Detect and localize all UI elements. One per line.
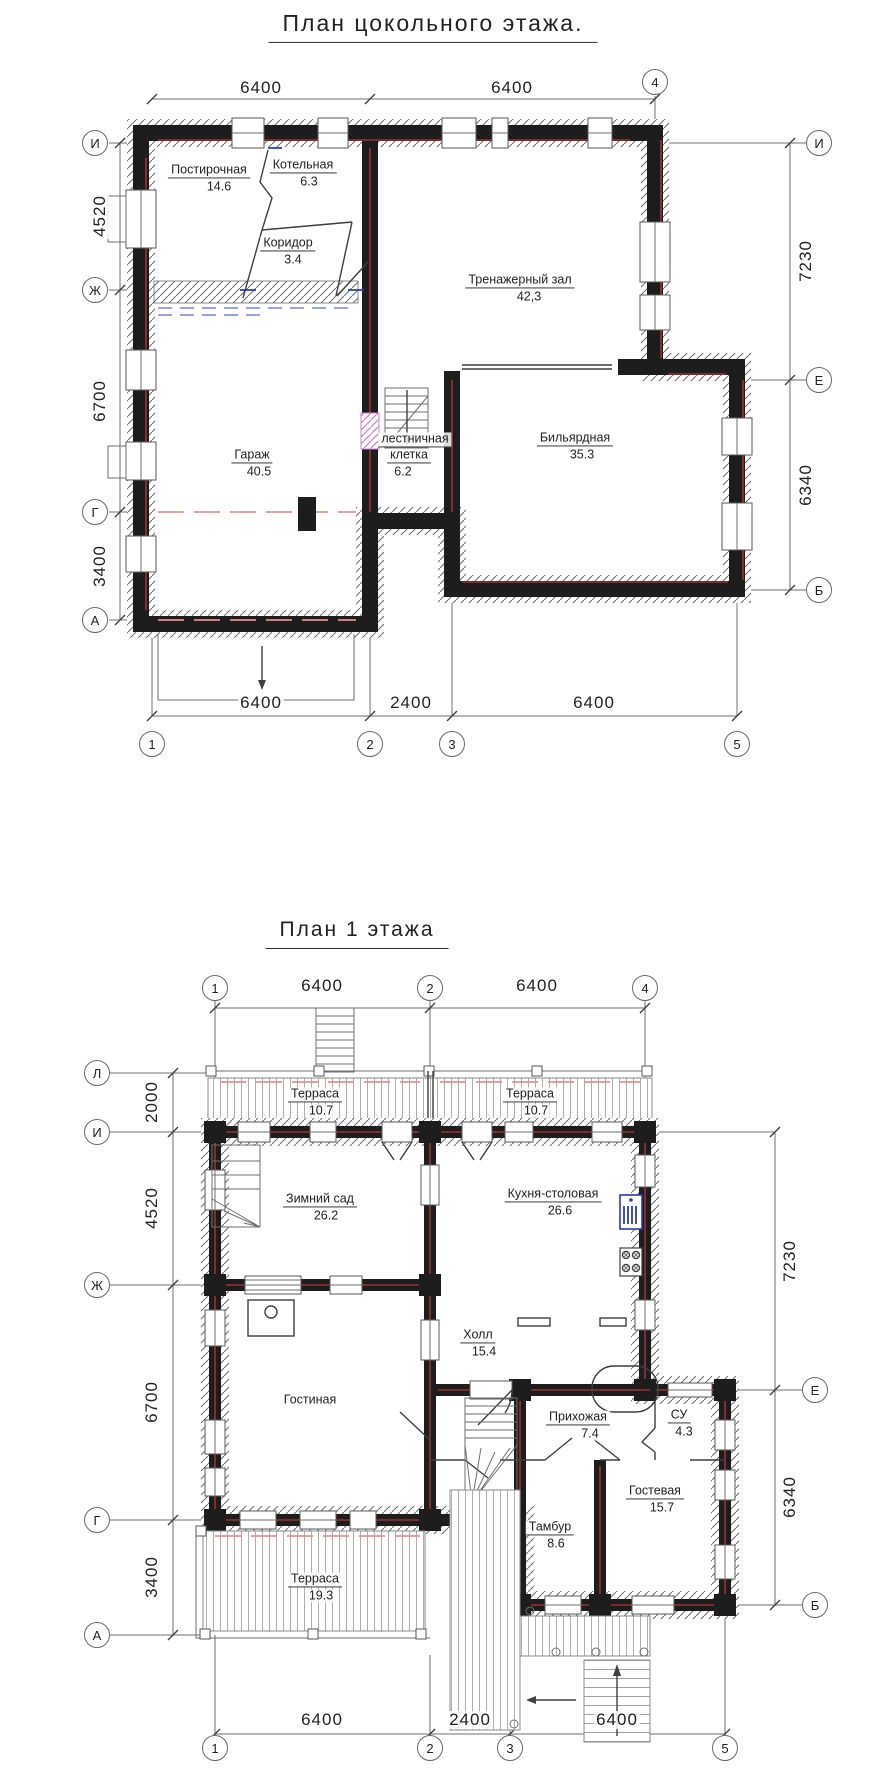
axis-bubble: Ж (82, 277, 108, 303)
hall-table (518, 1318, 550, 1326)
first-floor-plan (110, 1001, 802, 1742)
room-label: Коридор (260, 236, 315, 251)
corridor-slab-hatch (154, 281, 358, 303)
room-label: клетка (387, 448, 431, 463)
hall-cabinet (600, 1318, 626, 1326)
axis-bubble: И (84, 1119, 110, 1145)
axis-bubble: Е (806, 367, 832, 393)
axis-bubble: 5 (712, 1735, 738, 1761)
axis-bubble: 3 (439, 731, 465, 757)
dim: 6400 (491, 78, 533, 98)
top-terrace (206, 1066, 652, 1126)
first-floor-title: План 1 этажа (265, 919, 448, 949)
room-area: 3.4 (284, 252, 302, 267)
dim: 6400 (516, 976, 558, 996)
room-area: 42,3 (516, 289, 542, 304)
dim: 2400 (390, 693, 432, 713)
room-label: Постирочная (168, 163, 250, 178)
room-label: Гараж (231, 448, 272, 463)
dim: 3400 (142, 1556, 162, 1598)
axis-bubble: Е (802, 1377, 828, 1403)
dim: 7230 (796, 240, 816, 282)
dim: 6700 (142, 1381, 162, 1423)
room-area: 26.6 (547, 1203, 573, 1218)
room-area: 4.3 (675, 1424, 693, 1439)
room-area: 6.2 (394, 464, 412, 479)
room-area: 40.5 (246, 464, 272, 479)
axis-bubble: 1 (139, 731, 165, 757)
room-label: Котельная (270, 158, 337, 173)
dim: 4520 (142, 1187, 162, 1229)
room-area: 10.7 (523, 1103, 549, 1118)
axis-bubble: 3 (497, 1735, 523, 1761)
room-area: 15.4 (471, 1344, 497, 1359)
garage-ramp (158, 634, 354, 700)
axis-bubble: Г (84, 1507, 110, 1533)
dim: 6400 (573, 693, 615, 713)
room-area: 8.6 (547, 1536, 565, 1551)
basement-title: План цокольного этажа. (269, 11, 598, 43)
dim: 6400 (301, 976, 343, 996)
dim: 6340 (780, 1476, 800, 1518)
porch-steps-icon (526, 1660, 650, 1742)
axis-bubble: Ж (84, 1272, 110, 1298)
room-label: Прихожая (546, 1410, 610, 1425)
room-label: Гостиная (283, 1392, 337, 1407)
room-label: Зимний сад (283, 1192, 357, 1207)
dim: 4520 (90, 195, 110, 237)
dim: 6400 (301, 1710, 343, 1730)
room-label: СУ (668, 1408, 691, 1423)
dim: 6700 (90, 380, 110, 422)
dim: 6340 (796, 464, 816, 506)
axis-bubble: 4 (642, 69, 668, 95)
axis-bubble: 1 (202, 1735, 228, 1761)
room-label: Тренажерный зал (465, 273, 574, 288)
axis-bubble: 2 (417, 1735, 443, 1761)
dim: 2000 (142, 1081, 162, 1123)
room-area: 14.6 (206, 179, 232, 194)
axis-bubble: Л (84, 1060, 110, 1086)
axis-bubble: Б (806, 577, 832, 603)
room-label: Холл (460, 1328, 495, 1343)
room-area: 7.4 (581, 1426, 599, 1441)
dim: 6400 (596, 1710, 638, 1730)
room-area: 35.3 (569, 447, 595, 462)
axis-bubble: А (82, 607, 108, 633)
fireplace-icon (248, 1300, 294, 1336)
axis-bubble: 1 (202, 975, 228, 1001)
room-area: 15.7 (649, 1500, 675, 1515)
axis-bubble: Б (802, 1592, 828, 1618)
axis-bubble: И (806, 130, 832, 156)
room-label: лестничная (378, 432, 451, 447)
room-label: Терраса (288, 1087, 342, 1102)
axis-bubble: 5 (724, 731, 750, 757)
room-area: 26.2 (313, 1208, 339, 1223)
garage-pier (298, 497, 316, 531)
room-label: Тамбур (526, 1520, 574, 1535)
room-label: Гостевая (626, 1484, 684, 1499)
dim: 6400 (240, 693, 282, 713)
room-area: 10.7 (308, 1103, 334, 1118)
room-label: Кухня-столовая (505, 1187, 602, 1202)
exterior-top-stairs-icon (316, 1008, 354, 1072)
dim: 2400 (449, 1710, 491, 1730)
axis-bubble: А (84, 1622, 110, 1648)
room-label: Бильярдная (537, 431, 613, 446)
dim: 3400 (90, 545, 110, 587)
axis-bubble: И (82, 130, 108, 156)
room-label: Терраса (288, 1572, 342, 1587)
room-area: 6.3 (300, 174, 318, 189)
kitchen-sink-icon (620, 1195, 642, 1229)
stove-icon (620, 1248, 642, 1276)
dim: 7230 (780, 1240, 800, 1282)
axis-bubble: 4 (632, 975, 658, 1001)
dim: 6400 (240, 78, 282, 98)
room-label: Терраса (503, 1087, 557, 1102)
room-area: 19.3 (308, 1588, 334, 1603)
axis-bubble: Г (82, 499, 108, 525)
axis-bubble: 2 (417, 975, 443, 1001)
axis-bubble: 2 (357, 731, 383, 757)
